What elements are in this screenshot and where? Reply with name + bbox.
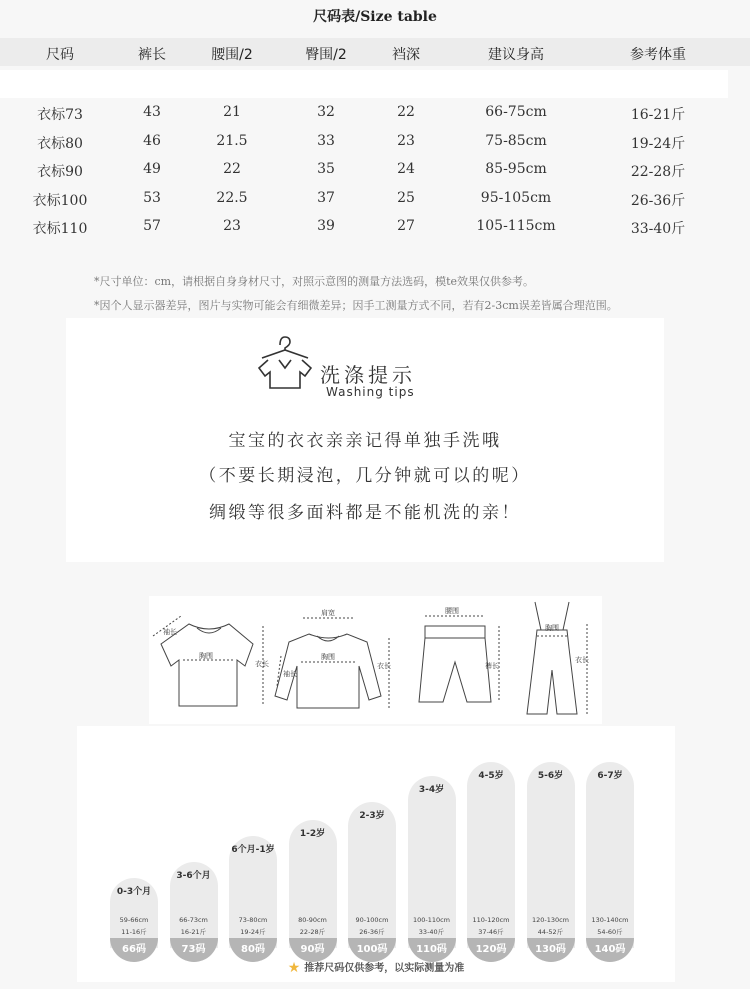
- height-range-label: 80-90cm: [298, 916, 327, 924]
- weight-range-label: 11-16斤: [121, 928, 147, 936]
- size-table-cell: 57: [143, 218, 161, 234]
- size-table-cell: 22: [397, 104, 415, 120]
- size-table-cell: 37: [317, 189, 335, 206]
- size-code-badge: 66码: [110, 938, 158, 962]
- size-table-cell: 衣标90: [37, 164, 83, 180]
- size-table-cell: 53: [143, 189, 161, 206]
- diagram-label: 袖长: [163, 628, 177, 636]
- age-size-chart: [77, 726, 675, 982]
- age-range-label: 3-6个月: [176, 871, 211, 881]
- height-range-label: 100-110cm: [412, 916, 451, 924]
- size-code-badge: 100码: [348, 938, 396, 962]
- age-range-label: 4-5岁: [478, 771, 504, 781]
- size-code-badge: 110码: [408, 938, 456, 962]
- weight-range-label: 37-46斤: [478, 928, 504, 936]
- size-table-header-cell: 腰围/2: [211, 47, 253, 63]
- size-table-spacer-row: [0, 70, 728, 98]
- size-table-cell: 16-21斤: [630, 107, 686, 123]
- height-range-label: 59-66cm: [119, 916, 149, 924]
- weight-range-label: 19-24斤: [240, 928, 266, 936]
- height-range-label: 110-120cm: [472, 916, 510, 924]
- size-table-cell: 22.5: [216, 189, 248, 206]
- size-table-cell: 24: [397, 161, 415, 177]
- height-range-label: 120-130cm: [531, 916, 570, 924]
- age-chart-note: [77, 959, 675, 976]
- size-table-title: 尺码表/Size table: [313, 9, 437, 25]
- size-table-cell: 19-24斤: [630, 135, 686, 152]
- size-table-cell: 23: [397, 132, 415, 149]
- size-table-cell: 46: [143, 132, 161, 149]
- diagram-label: 胸围: [545, 624, 559, 632]
- size-table-cell: 25: [397, 189, 415, 206]
- size-code-badge: 90码: [289, 938, 337, 962]
- size-table-cell: 85-95cm: [485, 161, 547, 177]
- diagram-label: 裤长: [485, 662, 499, 670]
- age-range-label: 5-6岁: [537, 771, 564, 781]
- washing-tip-line: 绸缎等很多面料都是不能机洗的亲！: [209, 503, 521, 523]
- weight-range-label: 26-36斤: [359, 928, 385, 936]
- diagram-label: 袖长: [283, 670, 297, 678]
- size-table-header-cell: 建议身高: [488, 47, 544, 63]
- diagram-label: 腰围: [445, 607, 459, 615]
- age-size-column: [110, 878, 158, 955]
- age-size-column: [467, 762, 515, 955]
- age-range-label: 6个月-1岁: [231, 845, 275, 855]
- size-table-header-cell: 参考体重: [630, 47, 686, 63]
- age-size-column: [408, 776, 456, 955]
- measurement-diagrams: [149, 596, 602, 724]
- height-range-label: 66-73cm: [179, 916, 208, 924]
- size-note: *因个人显示器差异，图片与实物可能会有细微差异；因手工测量方式不同，若有2-3cm误差皆属合理范围。: [94, 299, 618, 312]
- weight-range-label: 16-21斤: [180, 928, 207, 936]
- diagram-label: 衣长: [377, 662, 391, 670]
- size-table-cell: 66-75cm: [485, 104, 547, 120]
- size-table-cell: 27: [397, 218, 415, 234]
- size-table-cell: 75-85cm: [485, 132, 547, 149]
- washing-tip-line: 宝宝的衣衣亲亲记得单独手洗哦: [228, 431, 502, 451]
- age-size-column: [586, 762, 634, 955]
- age-range-label: 3-4岁: [418, 785, 445, 795]
- diagram-label: 衣长: [255, 660, 269, 668]
- size-table-cell: 39: [317, 218, 335, 234]
- washing-tip-line: （不要长期浸泡，几分钟就可以的呢）: [199, 466, 531, 486]
- size-table-cell: 22-28斤: [630, 164, 686, 180]
- weight-range-label: 44-52斤: [537, 928, 564, 936]
- size-table-cell: 衣标73: [37, 107, 83, 123]
- size-code-badge: 73码: [170, 938, 218, 962]
- size-code-badge: 80码: [229, 938, 277, 962]
- size-table-cell: 26-36斤: [630, 192, 686, 209]
- age-size-column: [527, 762, 575, 955]
- height-range-label: 90-100cm: [355, 916, 389, 924]
- star-icon: ★: [287, 960, 301, 976]
- washing-tips-subtitle: Washing tips: [326, 385, 415, 399]
- size-table-cell: 23: [223, 218, 241, 234]
- pants-diagram: [419, 616, 499, 702]
- size-table-cell: 21: [223, 104, 241, 120]
- diagram-label: 胸围: [321, 653, 335, 661]
- size-note: *尺寸单位：cm，请根据自身身材尺寸，对照示意图的测量方法选码，模te效果仅供参考。: [94, 275, 535, 288]
- size-table-cell: 衣标110: [32, 221, 88, 237]
- age-chart-note-text: 推荐尺码仅供参考，以实际测量为准: [304, 963, 465, 974]
- diagram-label: 胸围: [199, 652, 213, 660]
- age-size-column: [170, 862, 218, 955]
- size-table-cell: 衣标100: [32, 192, 88, 209]
- weight-range-label: 54-60斤: [597, 928, 623, 936]
- washing-tips-card: [66, 318, 664, 562]
- longsleeve-diagram: [275, 618, 389, 708]
- size-table-header-cell: 裤长: [138, 47, 166, 63]
- diagram-label: 肩宽: [321, 609, 335, 617]
- size-table-cell: 95-105cm: [480, 189, 552, 206]
- height-range-label: 130-140cm: [591, 916, 629, 924]
- size-code-badge: 140码: [586, 938, 634, 962]
- size-table-cell: 33: [317, 132, 335, 149]
- washing-tips-title: 洗涤提示: [320, 363, 416, 387]
- size-table-cell: 33-40斤: [630, 221, 686, 237]
- size-table-cell: 43: [143, 104, 161, 120]
- size-table-cell: 32: [317, 104, 335, 120]
- size-table-cell: 35: [317, 161, 335, 177]
- size-table-cell: 105-115cm: [476, 218, 556, 234]
- age-range-label: 6-7岁: [597, 771, 623, 781]
- size-table-header-cell: 尺码: [46, 47, 74, 63]
- size-table-cell: 衣标80: [37, 135, 83, 152]
- age-range-label: 1-2岁: [299, 829, 326, 839]
- diagram-label: 衣长: [575, 656, 589, 664]
- size-table-cell: 49: [143, 161, 161, 177]
- size-table-header-cell: 裆深: [392, 47, 420, 63]
- weight-range-label: 33-40斤: [418, 928, 445, 936]
- size-code-badge: 120码: [467, 938, 515, 962]
- age-size-column: [289, 820, 337, 955]
- age-size-column: [348, 802, 396, 955]
- size-code-badge: 130码: [527, 938, 575, 962]
- size-table-cell: 21.5: [216, 132, 248, 149]
- hanger-shirt-icon: [256, 330, 312, 394]
- size-table-cell: 22: [223, 161, 241, 177]
- age-range-label: 0-3个月: [116, 887, 152, 897]
- age-range-label: 2-3岁: [359, 811, 385, 821]
- age-size-column: [229, 836, 277, 955]
- weight-range-label: 22-28斤: [299, 928, 326, 936]
- size-table-header-cell: 臀围/2: [305, 47, 347, 63]
- height-range-label: 73-80cm: [238, 916, 268, 924]
